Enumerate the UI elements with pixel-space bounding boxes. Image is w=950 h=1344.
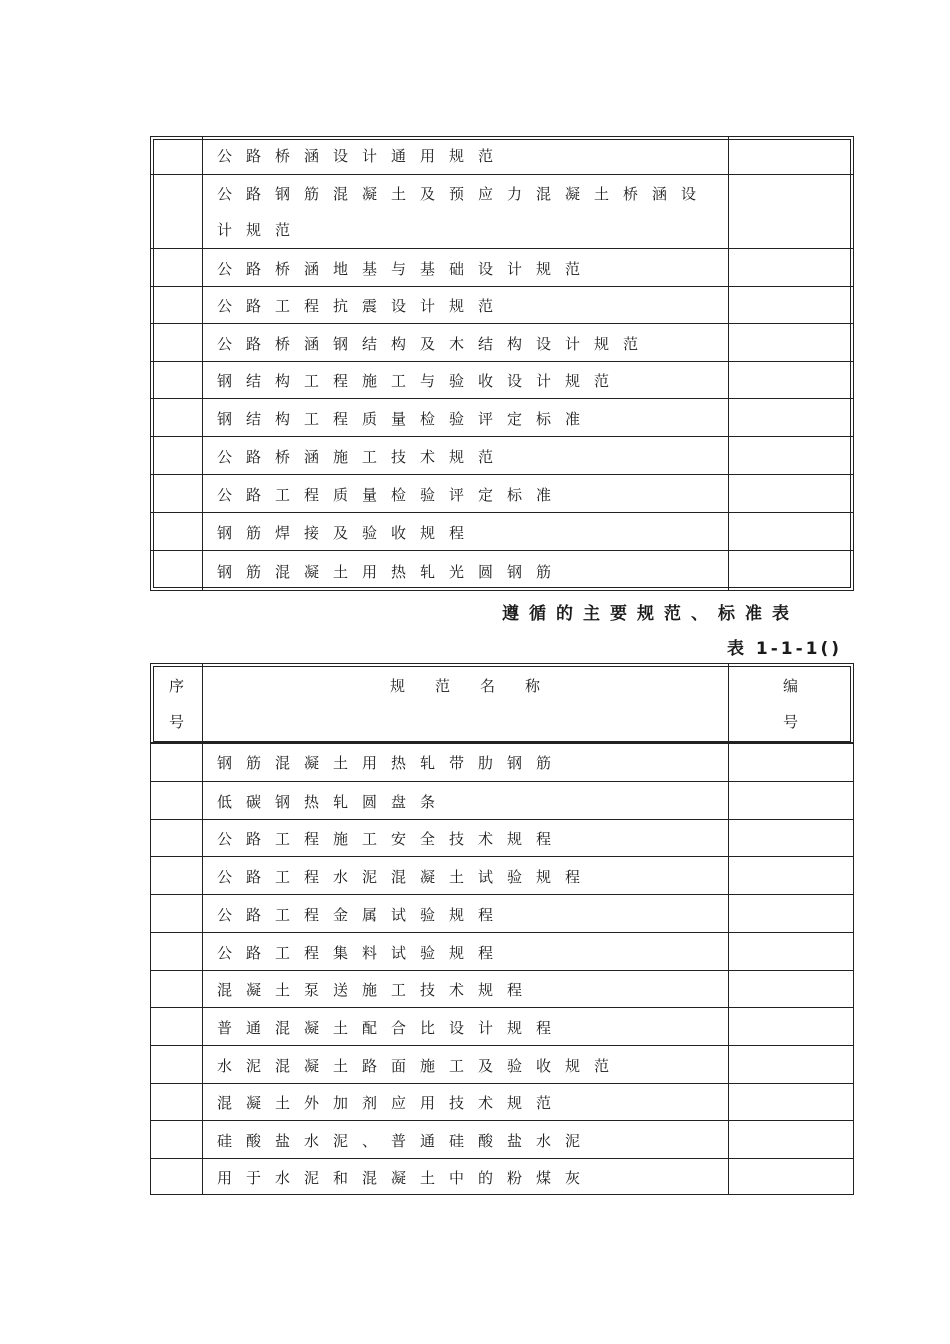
- standard-name: 公路桥涵设计通用规范: [217, 147, 508, 165]
- header-seq: [151, 664, 202, 742]
- standard-name: 钢筋混凝土用热轧带肋钢筋: [217, 754, 566, 772]
- standard-name: 公路桥涵施工技术规范: [217, 447, 508, 466]
- table-row: [151, 361, 853, 399]
- standard-name: 公路桥涵地基与基础设计规范: [217, 259, 595, 278]
- table-row: [151, 436, 853, 475]
- header-name: 规 范 名 称: [389, 677, 540, 695]
- table-number: 表 1-1-1(): [727, 639, 843, 659]
- table-row: [151, 1045, 853, 1084]
- table-row: [151, 512, 853, 551]
- header-seq-line1: 序: [168, 677, 184, 695]
- standard-name: 公路工程水泥混凝土试验规程: [217, 867, 595, 886]
- standard-name: 公路工程金属试验规程: [217, 905, 508, 924]
- standard-name: 用于水泥和混凝土中的粉煤灰: [217, 1168, 595, 1187]
- standard-name: 混凝土泵送施工技术规程: [217, 981, 537, 999]
- table-header-row: [151, 664, 853, 744]
- table-row: [151, 474, 853, 513]
- header-code-line1: 编: [782, 677, 798, 695]
- table-row: [151, 398, 853, 437]
- table-caption: 遵循的主要规范、标准表: [502, 604, 799, 624]
- table-row: [151, 286, 853, 324]
- standard-name: 公路工程施工安全技术规程: [217, 830, 566, 848]
- table-row: [151, 323, 853, 362]
- table-row: [151, 137, 853, 174]
- table-row: [151, 1158, 853, 1195]
- table-row: [151, 550, 853, 591]
- table-row: [151, 248, 853, 287]
- table-row: [151, 781, 853, 820]
- standard-name: 钢筋混凝土用热轧光圆钢筋: [217, 562, 566, 581]
- standard-name: 钢筋焊接及验收规程: [217, 523, 479, 542]
- standard-name: 钢结构工程质量检验评定标准: [217, 409, 595, 428]
- table-row: [151, 970, 853, 1008]
- table-row: [151, 932, 853, 971]
- standard-name: 硅酸盐水泥、普通硅酸盐水泥: [217, 1131, 595, 1150]
- table-row: [151, 1007, 853, 1046]
- standard-name: 水泥混凝土路面施工及验收规范: [217, 1056, 624, 1075]
- header-code: [728, 664, 853, 742]
- table-row: [151, 856, 853, 895]
- standard-name: 公路工程质量检验评定标准: [217, 485, 566, 504]
- table-row: [151, 1083, 853, 1121]
- standard-name: 普通混凝土配合比设计规程: [217, 1018, 566, 1037]
- standard-name: 公路工程集料试验规程: [217, 943, 508, 962]
- standards-table-continued: [150, 136, 854, 591]
- standard-name: 公路钢筋混凝土及预应力混凝土桥涵设计规范: [217, 185, 711, 239]
- standard-name: 公路工程抗震设计规范: [217, 297, 508, 315]
- standards-table: [150, 663, 854, 1195]
- table-row: [151, 744, 853, 781]
- standard-name: 混凝土外加剂应用技术规范: [217, 1094, 566, 1112]
- standard-name: 钢结构工程施工与验收设计规范: [217, 372, 624, 390]
- table-row: [151, 1120, 853, 1159]
- table-row: [151, 819, 853, 857]
- standard-name: 公路桥涵钢结构及木结构设计规范: [217, 334, 653, 353]
- header-code-line2: 号: [782, 713, 798, 731]
- table-row: [151, 894, 853, 933]
- table-row: [151, 174, 853, 249]
- header-seq-line2: 号: [168, 713, 184, 731]
- standard-name: 低碳钢热轧圆盘条: [217, 792, 450, 811]
